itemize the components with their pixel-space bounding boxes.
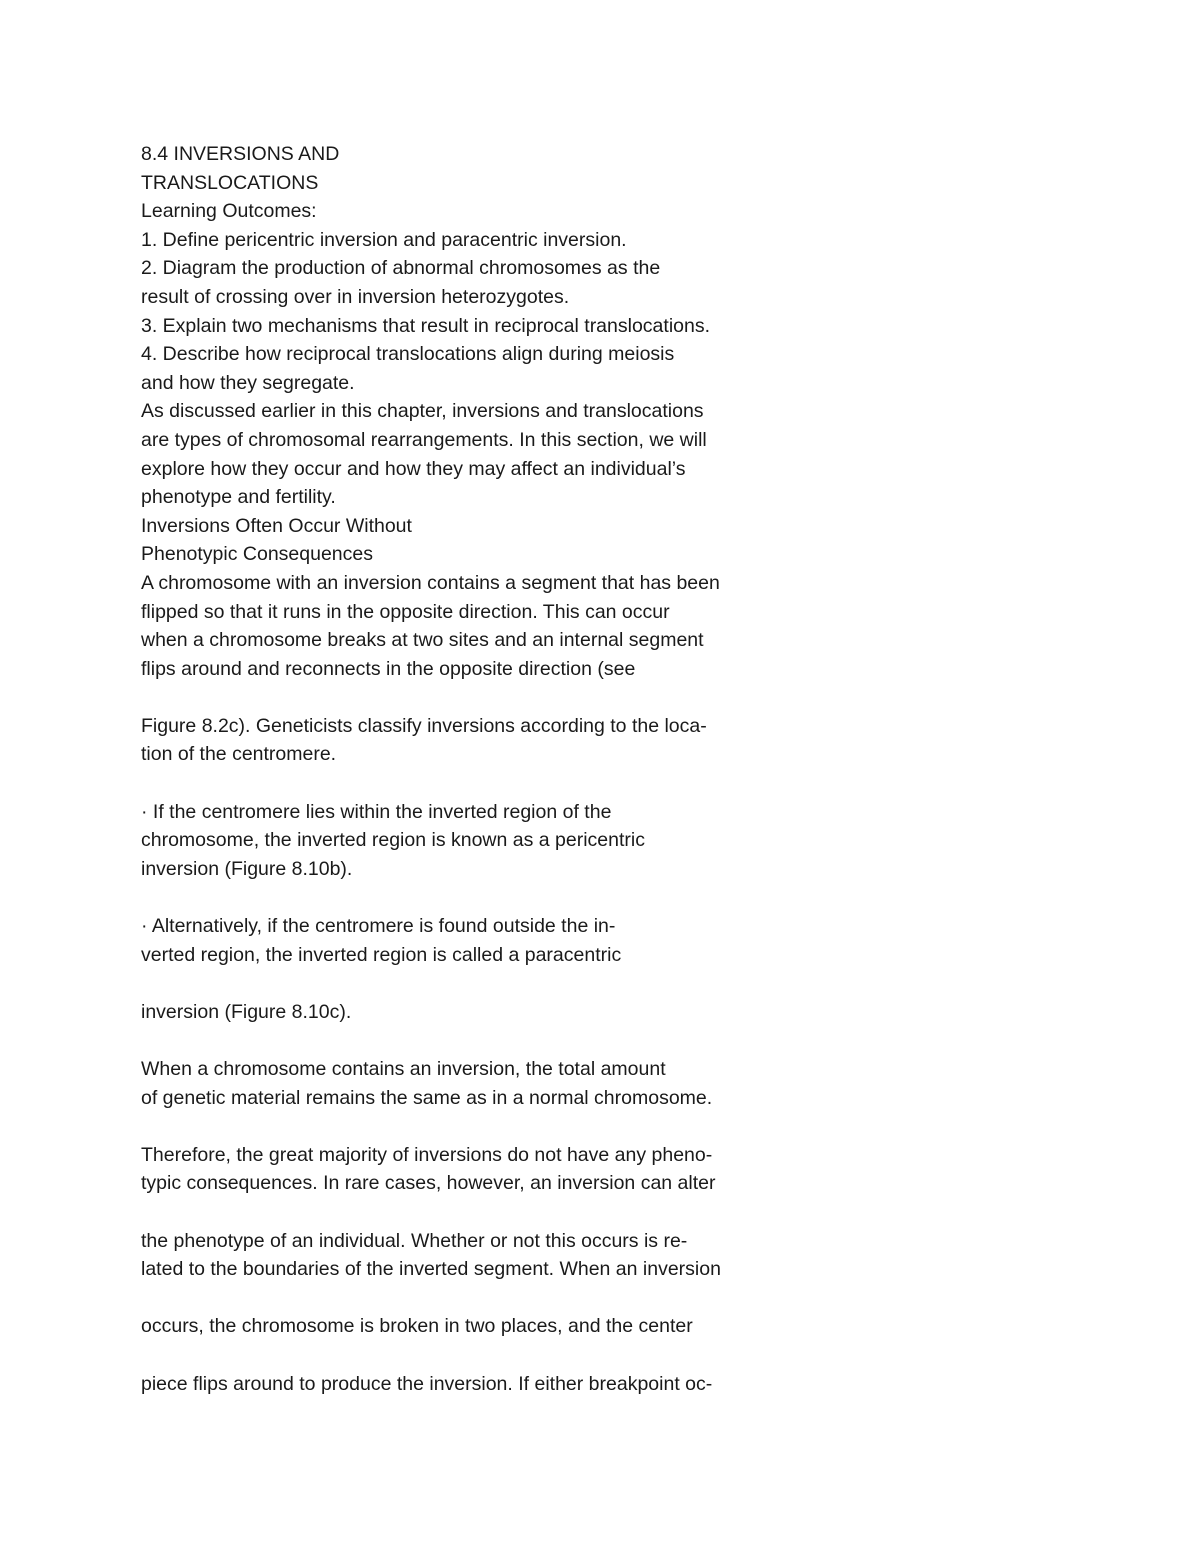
intro-paragraph-line: explore how they occur and how they may affect an individual’s <box>141 457 686 480</box>
bullet-paracentric-line: verted region, the inverted region is called a paracentric <box>141 943 622 966</box>
blank-line <box>141 1341 841 1370</box>
learning-outcomes-label: Learning Outcomes: <box>141 200 317 223</box>
bullet-paracentric-line: · Alternatively, if the centromere is found outside the in- <box>141 915 616 938</box>
blank-line <box>141 1198 841 1227</box>
bullet-paracentric-line: inversion (Figure 8.10c). <box>141 1000 352 1023</box>
blank-line <box>141 683 841 712</box>
blank-line <box>141 1026 841 1055</box>
blank-line <box>141 1112 841 1141</box>
bullet-pericentric-line: inversion (Figure 8.10b). <box>141 857 353 880</box>
body-paragraph-line: occurs, the chromosome is broken in two places, and the center <box>141 1315 693 1338</box>
outcome-3: 3. Explain two mechanisms that result in reciprocal translocations. <box>141 314 711 337</box>
body-paragraph-line: flips around and reconnects in the opposite direction (see <box>141 657 636 680</box>
subheading-line-2: Phenotypic Consequences <box>141 543 373 566</box>
body-paragraph-line: When a chromosome contains an inversion, the total amount <box>141 1058 666 1080</box>
body-paragraph-line: of genetic material remains the same as in a normal chromosome. <box>141 1086 713 1109</box>
body-paragraph-line: when a chromosome breaks at two sites and an internal segment <box>141 629 704 652</box>
body-paragraph-line: piece flips around to produce the inversion. If either breakpoint oc- <box>141 1372 713 1395</box>
outcome-4-line-1: 4. Describe how reciprocal translocations align during meiosis <box>141 343 675 366</box>
body-paragraph-line: flipped so that it runs in the opposite direction. This can occur <box>141 600 670 623</box>
blank-line <box>141 883 841 912</box>
outcome-1: 1. Define pericentric inversion and paracentric inversion. <box>141 228 627 251</box>
blank-line <box>141 969 841 998</box>
blank-line <box>141 1284 841 1313</box>
intro-paragraph-line: As discussed earlier in this chapter, inversions and translocations <box>141 400 704 423</box>
body-paragraph-line: the phenotype of an individual. Whether or not this occurs is re- <box>141 1229 688 1252</box>
intro-paragraph-line: phenotype and fertility. <box>141 486 336 509</box>
section-heading-line-2: TRANSLOCATIONS <box>141 171 319 194</box>
body-paragraph-line: Therefore, the great majority of inversions do not have any pheno- <box>141 1143 713 1166</box>
body-paragraph-line: tion of the centromere. <box>141 743 337 766</box>
bullet-pericentric-line: chromosome, the inverted region is known as a pericentric <box>141 829 645 852</box>
body-paragraph-line: lated to the boundaries of the inverted segment. When an inversion <box>141 1258 721 1281</box>
outcome-2-line-2: result of crossing over in inversion heterozygotes. <box>141 285 570 308</box>
bullet-pericentric-line: · If the centromere lies within the inverted region of the <box>141 800 612 823</box>
blank-line <box>141 769 841 798</box>
document-text <box>141 140 841 1398</box>
outcome-2-line-1: 2. Diagram the production of abnormal chromosomes as the <box>141 257 661 280</box>
section-heading-line-1: 8.4 INVERSIONS AND <box>141 143 340 165</box>
body-paragraph-line: Figure 8.2c). Geneticists classify inversions according to the loca- <box>141 714 707 737</box>
body-paragraph-line: typic consequences. In rare cases, however, an inversion can alter <box>141 1172 716 1195</box>
intro-paragraph-line: are types of chromosomal rearrangements. In this section, we will <box>141 428 707 451</box>
body-paragraph-line: A chromosome with an inversion contains a segment that has been <box>141 571 720 594</box>
outcome-4-line-2: and how they segregate. <box>141 371 355 394</box>
subheading-line-1: Inversions Often Occur Without <box>141 514 412 537</box>
